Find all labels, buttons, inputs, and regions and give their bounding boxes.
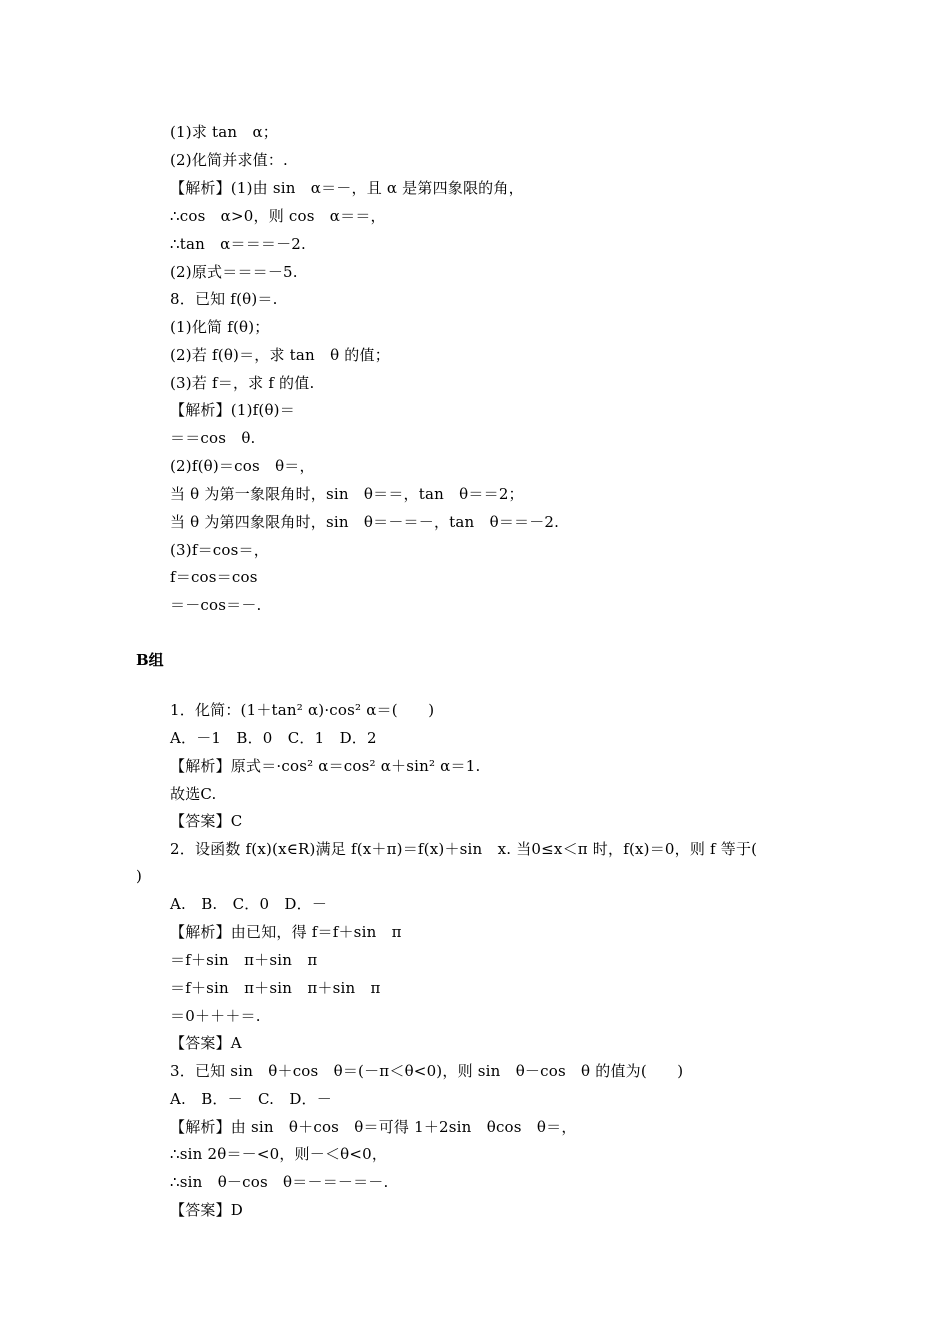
text-line: (1)求 tan α； [170, 123, 278, 141]
text-line: 【解析】由 sin θ＋cos θ＝可得 1＋2sin θcos θ＝， [170, 1118, 577, 1136]
text-line: (1)化简 f(θ)； [170, 318, 270, 336]
text-line: (3)若 f＝，求 f 的值. [170, 374, 315, 392]
text-line: (2)原式＝＝＝－5. [170, 263, 298, 281]
answer-line: 【答案】A [170, 1034, 242, 1052]
problem-title: 1．化简：(1＋tan² α)·cos² α＝( ) [170, 701, 435, 719]
answer-line: 【答案】C [170, 812, 243, 830]
text-line: 【解析】(1)由 sin α＝－，且 α 是第四象限的角， [170, 179, 524, 197]
text-line: 【解析】(1)f(θ)＝ [170, 401, 295, 419]
text-line: ＝f＋sin π＋sin π [170, 951, 318, 969]
text-line: ＝＝cos θ. [170, 429, 256, 447]
text-line: ∴tan α＝＝＝－2. [170, 235, 307, 253]
text-line: 【解析】由已知，得 f＝f＋sin π [170, 923, 402, 941]
text-line: f＝cos＝cos [170, 568, 258, 586]
text-line: ＝－cos＝－. [170, 596, 262, 614]
problem-title: 2．设函数 f(x)(x∈R)满足 f(x＋π)＝f(x)＋sin x. 当0≤x＜π 时，f(x)＝0，则 f 等于( [170, 840, 758, 858]
text-line: 故选C. [170, 785, 217, 803]
problem-title: 3．已知 sin θ＋cos θ＝(－π＜θ<0)，则 sin θ－cos θ 的值为( ) [170, 1062, 684, 1080]
section-heading: B组 [136, 651, 164, 669]
problem-title: 8．已知 f(θ)＝. [170, 290, 278, 308]
text-line: 当 θ 为第一象限角时，sin θ＝＝，tan θ＝＝2； [170, 485, 524, 503]
text-line: ) [136, 867, 143, 885]
text-line: (2)若 f(θ)＝，求 tan θ 的值； [170, 346, 390, 364]
text-line: ＝f＋sin π＋sin π＋sin π [170, 979, 381, 997]
text-line: A. B．－ C. D．－ [170, 1090, 332, 1108]
text-line: 当 θ 为第四象限角时，sin θ＝－＝－，tan θ＝＝－2. [170, 513, 560, 531]
text-line: ∴sin 2θ＝－<0，则－＜θ<0， [170, 1145, 388, 1163]
text-line: (2)f(θ)＝cos θ＝， [170, 457, 315, 475]
text-line: (3)f＝cos＝， [170, 541, 269, 559]
text-line: 【解析】原式＝·cos² α＝cos² α＋sin² α＝1. [170, 757, 481, 775]
text-line: ∴sin θ－cos θ＝－＝－＝－. [170, 1173, 389, 1191]
text-line: (2)化简并求值：. [170, 151, 289, 169]
text-line: A. B. C．0 D．－ [170, 895, 328, 913]
text-line: ＝0＋＋＋＝. [170, 1007, 261, 1025]
text-line: ∴cos α>0，则 cos α＝＝， [170, 207, 386, 225]
text-line: A．－1 B．0 C．1 D．2 [170, 729, 377, 747]
answer-line: 【答案】D [170, 1201, 244, 1219]
